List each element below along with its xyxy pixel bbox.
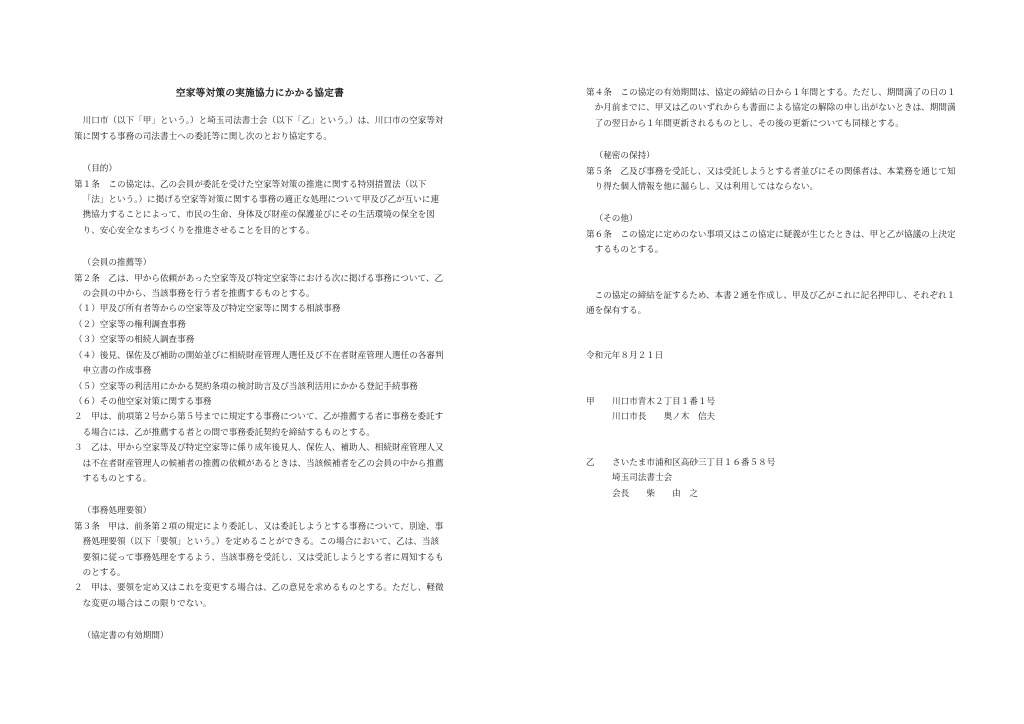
left-column [74,86,446,645]
preamble: 川口市（以下「甲」という。）と埼玉司法書士会（以下「乙」という。）は、川口市の空家等対策に関する事務の司法書士への委託等に関し次のとおり協定する。 [74,116,444,142]
right-column [586,86,958,502]
agreement-date: 令和元年８月２１日 [586,351,664,362]
article-2-item-5: （５）空家等の利活用にかかる契約条項の検討助言及び当該利活用にかかる登記手続事務 [74,381,418,392]
document-title: 空家等対策の実施協力にかかる協定書 [175,88,345,99]
article-2-item-2: （２）空家等の権利調査事務 [74,319,186,330]
heading-validity: （協定書の有効期間） [82,631,169,642]
article-2-item-6: （６）その他空家対策に関する事務 [74,396,212,407]
party-b-block [586,456,958,502]
party-b-signatory: 会長 柴 由 之 [612,488,698,499]
article-1: 第１条 この協定は、乙の会員が委託を受けた空家等対策の推進に関する特別措置法（以下「法」という。）に掲げる空家等対策に関する事務の適正な処理について甲及び乙が互いに連携協力することによって、市民の生命、身体及び財産の保護並びにその生活環境の保全を図り、安心安全なまちづくりを推進させることを目的とする。 [74,179,440,236]
article-2-clause-3: ３ 乙は、甲から空家等及び特定空家等に係り成年後見人、保佐人、補助人、相続財産管理人又は不在者財産管理人の候補者の推薦の依頼があるときは、当該候補者を乙の会員の中から推薦するものとする。 [74,443,444,484]
party-a-mark: 甲 [586,396,595,407]
party-a-signatory: 川口市長 奥ノ木 信夫 [612,412,716,423]
closing-statement: この協定の締結を証するため、本書２通を作成し、甲及び乙がこれに記名押印し、それぞれ１通を保有する。 [586,290,956,317]
heading-confidentiality: （秘密の保持） [594,151,655,162]
article-3-clause-2: ２ 甲は、要領を定め又はこれを変更する場合は、乙の意見を求めるものとする。ただし、軽微な変更の場合はこの限りでない。 [74,583,444,609]
article-5: 第５条 乙及び事務を受託し、又は受託しようとする者並びにその関係者は、本業務を通じて知り得た個人情報を他に漏らし、又は利用してはならない。 [586,166,956,193]
article-3: 第３条 甲は、前条第２項の規定により委託し、又は委託しようとする事務について、別途、事務処理要領（以下「要領」という。）を定めることができる。この場合において、乙は、当該要領に従って事務処理をするよう、当該事務を受託し、又は受託しようとする者に周知するものとする。 [74,521,444,578]
article-2-clause-2: ２ 甲は、前項第２号から第５号までに規定する事務について、乙が推薦する者に事務を委託する場合には、乙が推薦する者との間で事務委託契約を締結するものとする。 [74,412,444,438]
article-2-item-3: （３）空家等の相続人調査事務 [74,335,195,346]
article-6: 第６条 この協定に定めのない事項又はこの協定に疑義が生じたときは、甲と乙が協議の上決定するものとする。 [586,229,956,256]
party-b-organization: 埼玉司法書士会 [612,473,673,484]
article-2-item-4: （４）後見、保佐及び補助の開始並びに相続財産管理人選任及び不在者財産管理人選任の各審判申立書の作成事務 [74,350,444,377]
party-b-address: さいたま市浦和区高砂三丁目１６番５８号 [612,457,776,468]
party-a-block [586,395,958,426]
heading-purpose: （目的） [82,164,117,175]
heading-recommendation: （会員の推薦等） [82,258,152,269]
article-4: 第４条 この協定の有効期間は、協定の締結の日から１年間とする。ただし、期間満了の日の１か月前までに、甲又は乙のいずれからも書面による協定の解除の申し出がないときは、期間満了の翌日から１年間更新されるものとし、その後の更新についても同様とする。 [586,88,956,129]
heading-procedures: （事務処理要領） [82,506,152,517]
article-2: 第２条 乙は、甲から依頼があった空家等及び特定空家等における次に掲げる事務について、乙の会員の中から、当該事務を行う者を推薦するものとする。 [74,273,444,300]
party-a-address: 川口市青木２丁目１番１号 [612,396,716,407]
heading-other: （その他） [594,214,638,225]
article-2-item-1: （１）甲及び所有者等からの空家等及び特定空家等に関する相談事務 [74,304,341,315]
party-b-mark: 乙 [586,457,595,468]
